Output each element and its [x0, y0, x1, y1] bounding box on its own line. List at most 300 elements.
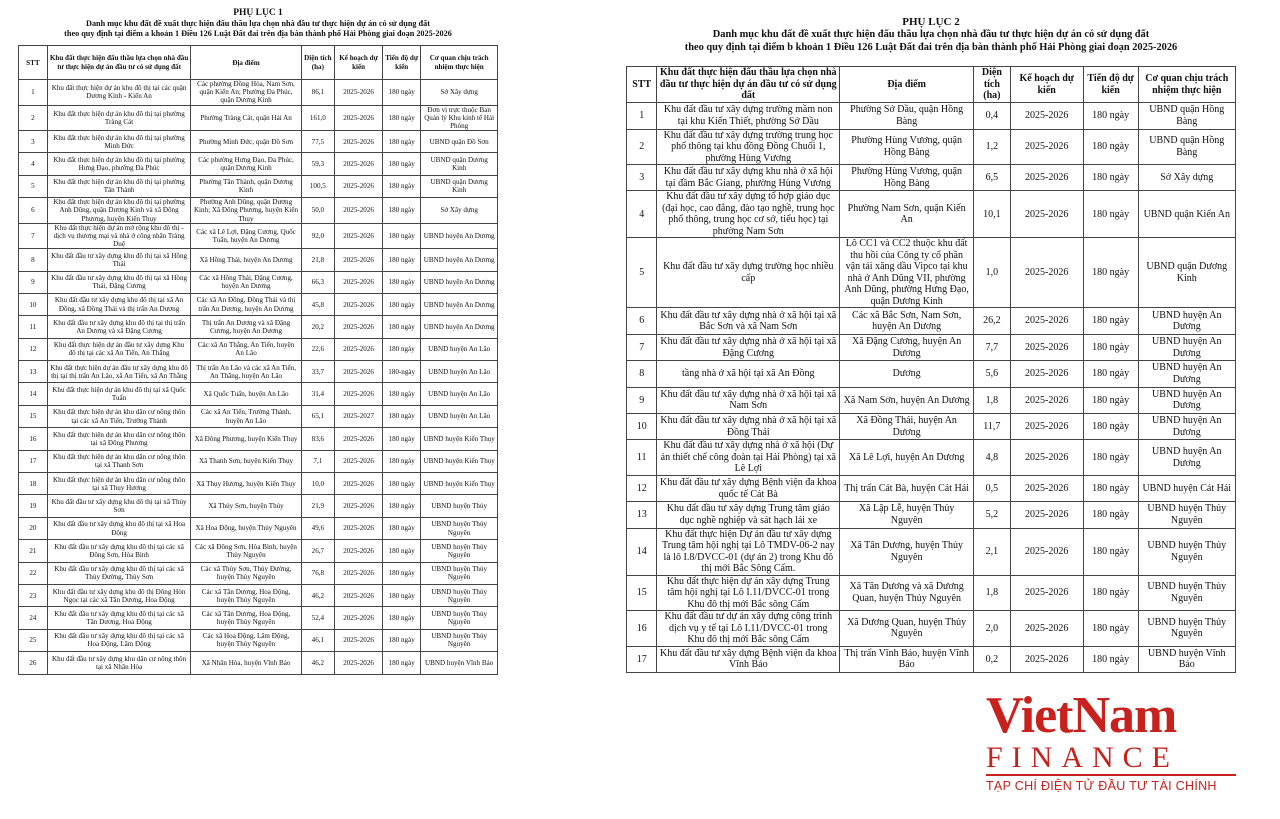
table-cell: 180 ngày: [1083, 502, 1138, 528]
table-row: [627, 646, 1236, 672]
table-cell: UBND huyện Thủy: [421, 495, 498, 517]
table-cell: 2025-2026: [335, 450, 383, 472]
table-cell: 180 ngày: [383, 405, 421, 427]
table-cell: 12: [19, 338, 48, 360]
table-cell: 20,2: [301, 316, 335, 338]
table-cell: UBND huyện Thủy Nguyên: [1138, 575, 1235, 611]
table-cell: 2025-2026: [335, 153, 383, 175]
table-cell: 2025-2026: [1010, 238, 1083, 308]
table-cell: Phường Hùng Vương, quận Hồng Bàng: [840, 165, 974, 191]
table-cell: Xã Tân Dương và xã Dương Quan, huyện Thủy Nguyên: [840, 575, 974, 611]
table-cell: Xã Dương Quan, huyện Thủy Nguyên: [840, 611, 974, 647]
table-cell: UBND huyện Vĩnh Bảo: [1138, 646, 1235, 672]
table-row: [627, 502, 1236, 528]
table-cell: 2025-2026: [335, 652, 383, 674]
column-header: Diện tích (ha): [974, 67, 1011, 103]
table-cell: 2025-2026: [1010, 611, 1083, 647]
table-row: [19, 517, 498, 539]
table-cell: 1,8: [974, 575, 1011, 611]
table-cell: UBND huyện An Lão: [421, 338, 498, 360]
table-cell: 180 ngày: [383, 428, 421, 450]
table-cell: 2,1: [974, 528, 1011, 575]
table-cell: Đơn vị trực thuộc Ban Quản lý Khu kinh tế Hải Phòng: [421, 105, 498, 130]
table-cell: 6,5: [974, 165, 1011, 191]
table-cell: 7,1: [301, 450, 335, 472]
table-cell: 180 ngày: [383, 223, 421, 248]
table-cell: 180 ngày: [1083, 308, 1138, 334]
table-cell: 9: [627, 387, 657, 413]
table-cell: UBND huyện Thủy Nguyên: [1138, 502, 1235, 528]
table-cell: Các phường Hưng Đạo, Đa Phúc, quận Dương Kinh: [191, 153, 301, 175]
table-row: [19, 153, 498, 175]
table-cell: UBND quận Kiến An: [1138, 191, 1235, 238]
table-row: [627, 528, 1236, 575]
table-cell: 5,2: [974, 502, 1011, 528]
table-row: [19, 652, 498, 674]
table-cell: Sở Xây dựng: [421, 80, 498, 105]
table-cell: Khu đất đầu tư xây dựng khu đô thị tại xã Hồng Thái: [47, 249, 191, 271]
appendix-1-panel: [18, 0, 498, 675]
table-cell: Sở Xây dựng: [1138, 165, 1235, 191]
table-cell: 4: [19, 153, 48, 175]
table-row: [627, 238, 1236, 308]
table-row: [19, 80, 498, 105]
table-row: [627, 575, 1236, 611]
column-header: Khu đất thực hiện đấu thầu lựa chọn nhà đầu tư thực hiện dự án đầu tư có sử dụng đất: [657, 67, 840, 103]
table-cell: 2025-2026: [1010, 646, 1083, 672]
table-row: [19, 428, 498, 450]
table-row: [19, 338, 498, 360]
table-row: [19, 361, 498, 383]
table-cell: 180 ngày: [1083, 575, 1138, 611]
table-cell: 8: [19, 249, 48, 271]
table-row: [19, 607, 498, 629]
table-cell: Xã Thủy Sơn, huyện Thủy: [191, 495, 301, 517]
column-header: Địa điểm: [840, 67, 974, 103]
table-cell: 180 ngày: [1083, 611, 1138, 647]
table-cell: UBND huyện An Dương: [1138, 414, 1235, 440]
table-cell: 180 ngày: [383, 249, 421, 271]
table-cell: 180 ngày: [383, 153, 421, 175]
table-cell: 2: [627, 129, 657, 165]
table-cell: 2025-2026: [1010, 361, 1083, 387]
table-row: [19, 473, 498, 495]
table-cell: 16: [627, 611, 657, 647]
table-cell: UBND huyện Kiến Thụy: [421, 450, 498, 472]
table-row: [19, 562, 498, 584]
logo-brand: VietNam: [986, 687, 1177, 744]
table-cell: 2025-2026: [1010, 528, 1083, 575]
appendix-2-table: [626, 66, 1236, 673]
table-cell: Khu đất thực hiện dự án khu đô thị tại các quận Dương Kinh - Kiến An: [47, 80, 191, 105]
table-cell: 2025-2026: [1010, 165, 1083, 191]
table-cell: 180 ngày: [383, 271, 421, 293]
table-cell: Khu đất thực hiện dự án khu dân cư nông thôn tại xã Đông Phương: [47, 428, 191, 450]
table-cell: Khu đất đầu tư xây dựng khu đô thị tại các xã Thủy Đường, Thủy Sơn: [47, 562, 191, 584]
table-cell: 21: [19, 540, 48, 562]
appendix-1-title: [18, 0, 498, 39]
table-cell: UBND huyện Thủy Nguyên: [1138, 528, 1235, 575]
table-cell: UBND huyện An Dương: [1138, 334, 1235, 360]
appendix-2-header-row: [627, 67, 1236, 103]
table-cell: 4: [627, 191, 657, 238]
table-cell: 180 ngày: [1083, 238, 1138, 308]
table-cell: 0,2: [974, 646, 1011, 672]
table-row: [19, 495, 498, 517]
table-cell: 2025-2026: [1010, 440, 1083, 476]
table-cell: 2025-2026: [335, 80, 383, 105]
table-cell: Khu đất đầu tư xây dựng Bệnh viện đa khoa Vĩnh Bảo: [657, 646, 840, 672]
table-cell: 2025-2026: [335, 584, 383, 606]
appendix-2-title-line-1: Danh mục khu đất đề xuất thực hiện đấu thầu lựa chọn nhà đầu tư thực hiện dự án có sử dụng đất: [712, 29, 1150, 41]
table-cell: Khu đất đầu tư xây dựng Bệnh viện đa khoa quốc tế Cát Bà: [657, 475, 840, 501]
table-cell: UBND huyện Kiến Thụy: [421, 428, 498, 450]
table-cell: 180 ngày: [383, 80, 421, 105]
table-cell: Xã Lập Lễ, huyện Thủy Nguyên: [840, 502, 974, 528]
table-cell: 161,0: [301, 105, 335, 130]
vietnam-finance-logo: [986, 687, 1246, 796]
table-cell: 2025-2026: [1010, 129, 1083, 165]
table-cell: 10,0: [301, 473, 335, 495]
table-cell: Xã Tân Dương, huyện Thủy Nguyên: [840, 528, 974, 575]
table-cell: Các xã Thủy Sơn, Thủy Đường, huyện Thủy Nguyên: [191, 562, 301, 584]
table-cell: 11: [19, 316, 48, 338]
appendix-2-body: [627, 103, 1236, 673]
table-cell: Khu đất thực hiện dự án xây dựng Trung tâm hội nghị tại Lô I.11/DVCC-01 trong Khu đô thị mới Bắc sông Cấm: [657, 575, 840, 611]
table-cell: 180 ngày: [383, 338, 421, 360]
table-cell: 2025-2026: [335, 293, 383, 315]
column-header: Kế hoạch dự kiến: [1010, 67, 1083, 103]
appendix-2-heading: PHỤ LỤC 2: [902, 16, 960, 28]
table-cell: UBND quận Đồ Sơn: [421, 131, 498, 153]
table-cell: Các xã Bắc Sơn, Nam Sơn, huyện An Dương: [840, 308, 974, 334]
table-cell: 25: [19, 629, 48, 651]
table-cell: UBND huyện An Lão: [421, 405, 498, 427]
table-cell: 2025-2026: [1010, 103, 1083, 129]
table-cell: UBND huyện An Lão: [421, 383, 498, 405]
table-cell: 21,8: [301, 249, 335, 271]
table-cell: 2025-2026: [335, 131, 383, 153]
table-cell: UBND huyện An Dương: [421, 223, 498, 248]
table-cell: 45,8: [301, 293, 335, 315]
table-cell: UBND huyện Vĩnh Bảo: [421, 652, 498, 674]
table-cell: 180 ngày: [1083, 528, 1138, 575]
table-cell: 2025-2026: [335, 271, 383, 293]
table-cell: UBND huyện Kiến Thụy: [421, 473, 498, 495]
appendix-2-panel: [626, 0, 1236, 673]
table-cell: 180 ngày: [383, 562, 421, 584]
table-cell: 180 ngày: [383, 105, 421, 130]
table-cell: Phường Anh Dũng, quận Dương Kinh; Xã Đông Phương, huyện Kiến Thụy: [191, 198, 301, 223]
table-cell: Xã Thanh Sơn, huyện Kiến Thụy: [191, 450, 301, 472]
table-cell: 2025-2026: [335, 473, 383, 495]
table-row: [627, 103, 1236, 129]
table-row: [19, 629, 498, 651]
table-cell: 21,9: [301, 495, 335, 517]
table-cell: 3: [627, 165, 657, 191]
table-cell: 180 ngày: [1083, 646, 1138, 672]
column-header: Cơ quan chịu trách nhiệm thực hiện: [421, 46, 498, 80]
table-cell: UBND huyện An Dương: [421, 249, 498, 271]
table-cell: 76,8: [301, 562, 335, 584]
table-cell: Thị trấn An Lão và các xã An Tiến, An Thắng, huyện An Lão: [191, 361, 301, 383]
table-cell: 180 ngày: [383, 175, 421, 197]
table-cell: UBND quận Dương Kinh: [421, 175, 498, 197]
table-cell: UBND huyện Cát Hải: [1138, 475, 1235, 501]
table-row: [19, 293, 498, 315]
table-cell: Khu đất đầu tư xây dựng tổ hợp giáo dục (đại học, cao đẳng, đào tạo nghề, trung học phổ thông, trung học cơ sở, tiểu học) tại phường Nam Sơn: [657, 191, 840, 238]
table-cell: 2025-2026: [335, 629, 383, 651]
table-cell: 13: [19, 361, 48, 383]
table-cell: Khu đất thực hiện dự án khu đô thị tại phường Hưng Đạo, phường Đa Phúc: [47, 153, 191, 175]
table-cell: 2025-2026: [335, 175, 383, 197]
table-cell: UBND huyện An Dương: [1138, 361, 1235, 387]
table-cell: 2025-2026: [335, 517, 383, 539]
table-cell: 2025-2026: [1010, 308, 1083, 334]
appendix-1-table: [18, 45, 498, 674]
table-cell: 19: [19, 495, 48, 517]
table-cell: Các xã Tân Dương, Hoa Động, huyện Thủy Nguyên: [191, 584, 301, 606]
table-cell: 49,6: [301, 517, 335, 539]
table-row: [627, 475, 1236, 501]
table-cell: Xã Đồng Thái, huyện An Dương: [840, 414, 974, 440]
table-cell: 65,1: [301, 405, 335, 427]
table-cell: 17: [627, 646, 657, 672]
table-cell: 2025-2026: [1010, 475, 1083, 501]
table-cell: 100,5: [301, 175, 335, 197]
table-cell: 22: [19, 562, 48, 584]
table-cell: 33,7: [301, 361, 335, 383]
table-cell: 8: [627, 361, 657, 387]
appendix-2-title-line-2: theo quy định tại điểm b khoản 1 Điều 126 Luật Đất đai trên địa bàn thành phố Hải Phòng giai đoạn 2025-2026: [684, 41, 1178, 53]
table-cell: 2025-2026: [335, 495, 383, 517]
table-cell: 52,4: [301, 607, 335, 629]
table-cell: 12: [627, 475, 657, 501]
table-row: [627, 387, 1236, 413]
table-cell: 180 ngày: [383, 316, 421, 338]
table-cell: 2: [19, 105, 48, 130]
table-cell: 46,2: [301, 652, 335, 674]
table-cell: 11: [627, 440, 657, 476]
table-cell: Khu đất đầu tư xây dựng khu đô thị tại xã Hồng Thái, Đặng Cương: [47, 271, 191, 293]
table-cell: 7: [19, 223, 48, 248]
table-cell: 2025-2026: [335, 338, 383, 360]
table-cell: Xã Hoa Động, huyện Thủy Nguyên: [191, 517, 301, 539]
table-cell: Các xã An Đồng, Đồng Thái và thị trấn An Dương, huyện An Dương: [191, 293, 301, 315]
table-cell: UBND quận Hồng Bàng: [1138, 103, 1235, 129]
table-cell: 180 ngày: [383, 293, 421, 315]
table-cell: 5,6: [974, 361, 1011, 387]
column-header: Kế hoạch dự kiến: [335, 46, 383, 80]
table-cell: 2025-2026: [335, 198, 383, 223]
table-cell: 26: [19, 652, 48, 674]
table-cell: 83,6: [301, 428, 335, 450]
table-cell: Khu đất đầu tư xây dựng nhà ở xã hội tại xã Đặng Cương: [657, 334, 840, 360]
table-cell: Xã Hồng Thái, huyện An Dương: [191, 249, 301, 271]
table-row: [19, 105, 498, 130]
table-cell: 2025-2026: [335, 383, 383, 405]
table-cell: 10: [627, 414, 657, 440]
table-cell: 1,2: [974, 129, 1011, 165]
table-cell: Khu đất đầu tư xây dựng khu đô thị tại các xã Tân Dương, Hoa Động: [47, 607, 191, 629]
table-cell: UBND huyện An Lão: [421, 361, 498, 383]
table-cell: 18: [19, 473, 48, 495]
table-cell: 26,7: [301, 540, 335, 562]
table-cell: Phường Sở Dầu, quận Hồng Bàng: [840, 103, 974, 129]
table-cell: Phường Hùng Vương, quận Hồng Bàng: [840, 129, 974, 165]
table-cell: Khu đất thực hiện Dự án đầu tư xây dựng Trung tâm hội nghị tại Lô TMDV-06-2 nay là lô I.8/DVCC-01 (dự án 2) trong Khu đô thị mới Bắc Sông Cấm.: [657, 528, 840, 575]
table-cell: Khu đất thực hiện dự án khu dân cư nông thôn tại xã Thụy Hương: [47, 473, 191, 495]
table-cell: 15: [19, 405, 48, 427]
table-cell: Xã Nam Sơn, huyện An Dương: [840, 387, 974, 413]
table-cell: 180 ngày: [383, 198, 421, 223]
table-cell: Xã Quốc Tuấn, huyện An Lão: [191, 383, 301, 405]
table-row: [627, 361, 1236, 387]
table-cell: Khu đất thực hiện dự án khu đô thị tại phường Tân Thành: [47, 175, 191, 197]
table-cell: 10,1: [974, 191, 1011, 238]
table-cell: 11,7: [974, 414, 1011, 440]
table-row: [627, 308, 1236, 334]
appendix-1-body: [19, 80, 498, 674]
table-cell: Khu đất đầu tư dự án xây dựng công trình dịch vụ y tế tại Lô I.11/DVCC-01 trong Khu đô thị mới Bắc sông Cấm: [657, 611, 840, 647]
table-cell: 26,2: [974, 308, 1011, 334]
table-cell: 15: [627, 575, 657, 611]
table-cell: 1: [19, 80, 48, 105]
table-cell: Xã Đặng Cương, huyện An Dương: [840, 334, 974, 360]
table-cell: UBND quận Dương Kinh: [421, 153, 498, 175]
table-cell: UBND huyện An Dương: [421, 271, 498, 293]
table-cell: Khu đất đầu tư xây dựng trường học nhiều cấp: [657, 238, 840, 308]
table-cell: UBND huyện Thủy Nguyên: [421, 629, 498, 651]
column-header: Cơ quan chịu trách nhiệm thực hiện: [1138, 67, 1235, 103]
table-cell: 66,3: [301, 271, 335, 293]
table-cell: Khu đất đầu tư xây dựng khu đô thị Đông Hòn Ngọc tại các xã Tân Dương, Hoa Động: [47, 584, 191, 606]
table-cell: 180 ngày: [383, 473, 421, 495]
table-row: [19, 383, 498, 405]
table-row: [19, 131, 498, 153]
table-cell: UBND huyện Thủy Nguyên: [421, 540, 498, 562]
table-cell: 2025-2026: [335, 316, 383, 338]
table-cell: 180 ngày: [1083, 414, 1138, 440]
table-cell: tầng nhà ở xã hội tại xã An Đồng: [657, 361, 840, 387]
table-cell: 5: [19, 175, 48, 197]
table-cell: 4,8: [974, 440, 1011, 476]
table-cell: 14: [627, 528, 657, 575]
table-cell: Các xã An Tiến, Trường Thành, huyện An Lão: [191, 405, 301, 427]
table-cell: 7: [627, 334, 657, 360]
table-cell: Khu đất thực hiện dự án khu đô thị tại xã Quốc Tuấn: [47, 383, 191, 405]
table-cell: UBND huyện An Dương: [1138, 387, 1235, 413]
table-cell: 180 ngày: [383, 652, 421, 674]
table-row: [19, 223, 498, 248]
table-cell: Thị trấn An Dương và xã Đặng Cương, huyện An Dương: [191, 316, 301, 338]
table-cell: 2025-2026: [1010, 387, 1083, 413]
appendix-2-title: [626, 0, 1236, 54]
table-cell: Phường Minh Đức, quận Đồ Sơn: [191, 131, 301, 153]
table-cell: Khu đất đầu tư xây dựng khu đô thị tại xã Hoa Động: [47, 517, 191, 539]
table-cell: 180 ngày: [1083, 361, 1138, 387]
logo-sub: FINANCE: [986, 741, 1180, 774]
table-cell: 50,0: [301, 198, 335, 223]
table-row: [627, 191, 1236, 238]
table-cell: 180 ngày: [1083, 191, 1138, 238]
table-cell: 0,5: [974, 475, 1011, 501]
table-cell: 92,0: [301, 223, 335, 248]
table-cell: 180 ngày: [383, 584, 421, 606]
table-cell: UBND quận Hồng Bàng: [1138, 129, 1235, 165]
table-cell: 2025-2026: [335, 607, 383, 629]
table-cell: 17: [19, 450, 48, 472]
table-cell: Các phường Đồng Hòa, Nam Sơn, quận Kiến An; Phường Đa Phúc, quận Dương Kinh: [191, 80, 301, 105]
table-cell: 3: [19, 131, 48, 153]
table-cell: 180 ngày: [1083, 387, 1138, 413]
table-cell: Các xã Đông Sơn, Hòa Bình, huyện Thủy Nguyên: [191, 540, 301, 562]
table-cell: Khu đất đầu tư xây dựng khu đô thị tại các xã Hoa Động, Lâm Động: [47, 629, 191, 651]
table-cell: Xã Thụy Hương, huyện Kiến Thụy: [191, 473, 301, 495]
table-cell: 1: [627, 103, 657, 129]
table-cell: 2025-2026: [335, 105, 383, 130]
table-row: [627, 129, 1236, 165]
table-cell: Các xã Hồng Thái, Đặng Cương, huyện An Dương: [191, 271, 301, 293]
table-cell: 77,5: [301, 131, 335, 153]
table-cell: Khu đất đầu tư xây dựng nhà ở xã hội tại xã Nam Sơn: [657, 387, 840, 413]
table-cell: Khu đất đầu tư xây dựng khu đô thị tại thị trấn An Dương và xã Đặng Cương: [47, 316, 191, 338]
logo-tagline: TẠP CHÍ ĐIỆN TỬ ĐẦU TƯ TÀI CHÍNH: [986, 779, 1217, 793]
column-header: Tiến độ dự kiến: [383, 46, 421, 80]
column-header: STT: [19, 46, 48, 80]
table-cell: Khu đất thực hiện dự án khu dân cư nông thôn tại các xã An Tiến, Trường Thành: [47, 405, 191, 427]
table-row: [627, 165, 1236, 191]
table-cell: Khu đất thực hiện dự án mở rộng khu đô thị - dịch vụ thương mại và nhà ở công nhân Tràng Duệ: [47, 223, 191, 248]
table-cell: Khu đất đầu tư xây dựng trường mầm non tại khu Kiến Thiết, phường Sở Dầu: [657, 103, 840, 129]
table-cell: Thị trấn Cát Bà, huyện Cát Hải: [840, 475, 974, 501]
table-cell: UBND huyện Thủy Nguyên: [421, 517, 498, 539]
table-cell: 180 ngày: [383, 607, 421, 629]
table-cell: Khu đất đầu tư xây dựng nhà ở xã hội (Dự án thiết chế công đoàn tại Hải Phòng) tại xã Lê Lợi: [657, 440, 840, 476]
table-cell: 59,3: [301, 153, 335, 175]
table-cell: Xã Nhân Hòa, huyện Vĩnh Bảo: [191, 652, 301, 674]
table-cell: Khu đất đầu tư xây dựng khu dân cư nông thôn tại xã Nhân Hòa: [47, 652, 191, 674]
table-cell: 6: [627, 308, 657, 334]
table-cell: Khu đất đầu tư xây dựng nhà ở xã hội tại xã Đồng Thái: [657, 414, 840, 440]
table-cell: Các xã Lê Lợi, Đặng Cương, Quốc Tuấn, huyện An Dương: [191, 223, 301, 248]
table-cell: Sở Xây dựng: [421, 198, 498, 223]
table-cell: 2025-2026: [1010, 414, 1083, 440]
table-cell: UBND huyện Thủy Nguyên: [421, 607, 498, 629]
table-cell: 14: [19, 383, 48, 405]
table-cell: 9: [19, 271, 48, 293]
table-cell: 2025-2026: [1010, 334, 1083, 360]
table-cell: 2025-2026: [1010, 191, 1083, 238]
table-cell: 86,1: [301, 80, 335, 105]
table-cell: UBND quận Dương Kinh: [1138, 238, 1235, 308]
table-cell: 2025-2026: [335, 562, 383, 584]
table-cell: 20: [19, 517, 48, 539]
table-row: [19, 584, 498, 606]
column-header: STT: [627, 67, 657, 103]
table-row: [627, 611, 1236, 647]
table-cell: 7,7: [974, 334, 1011, 360]
table-cell: UBND huyện An Dương: [1138, 308, 1235, 334]
table-cell: 2025-2026: [335, 249, 383, 271]
table-cell: 180 ngày: [1083, 129, 1138, 165]
table-cell: Dương: [840, 361, 974, 387]
table-cell: 180 ngày: [383, 540, 421, 562]
table-cell: 1,0: [974, 238, 1011, 308]
table-cell: 23: [19, 584, 48, 606]
table-cell: Xã Lê Lợi, huyện An Dương: [840, 440, 974, 476]
table-cell: 10: [19, 293, 48, 315]
